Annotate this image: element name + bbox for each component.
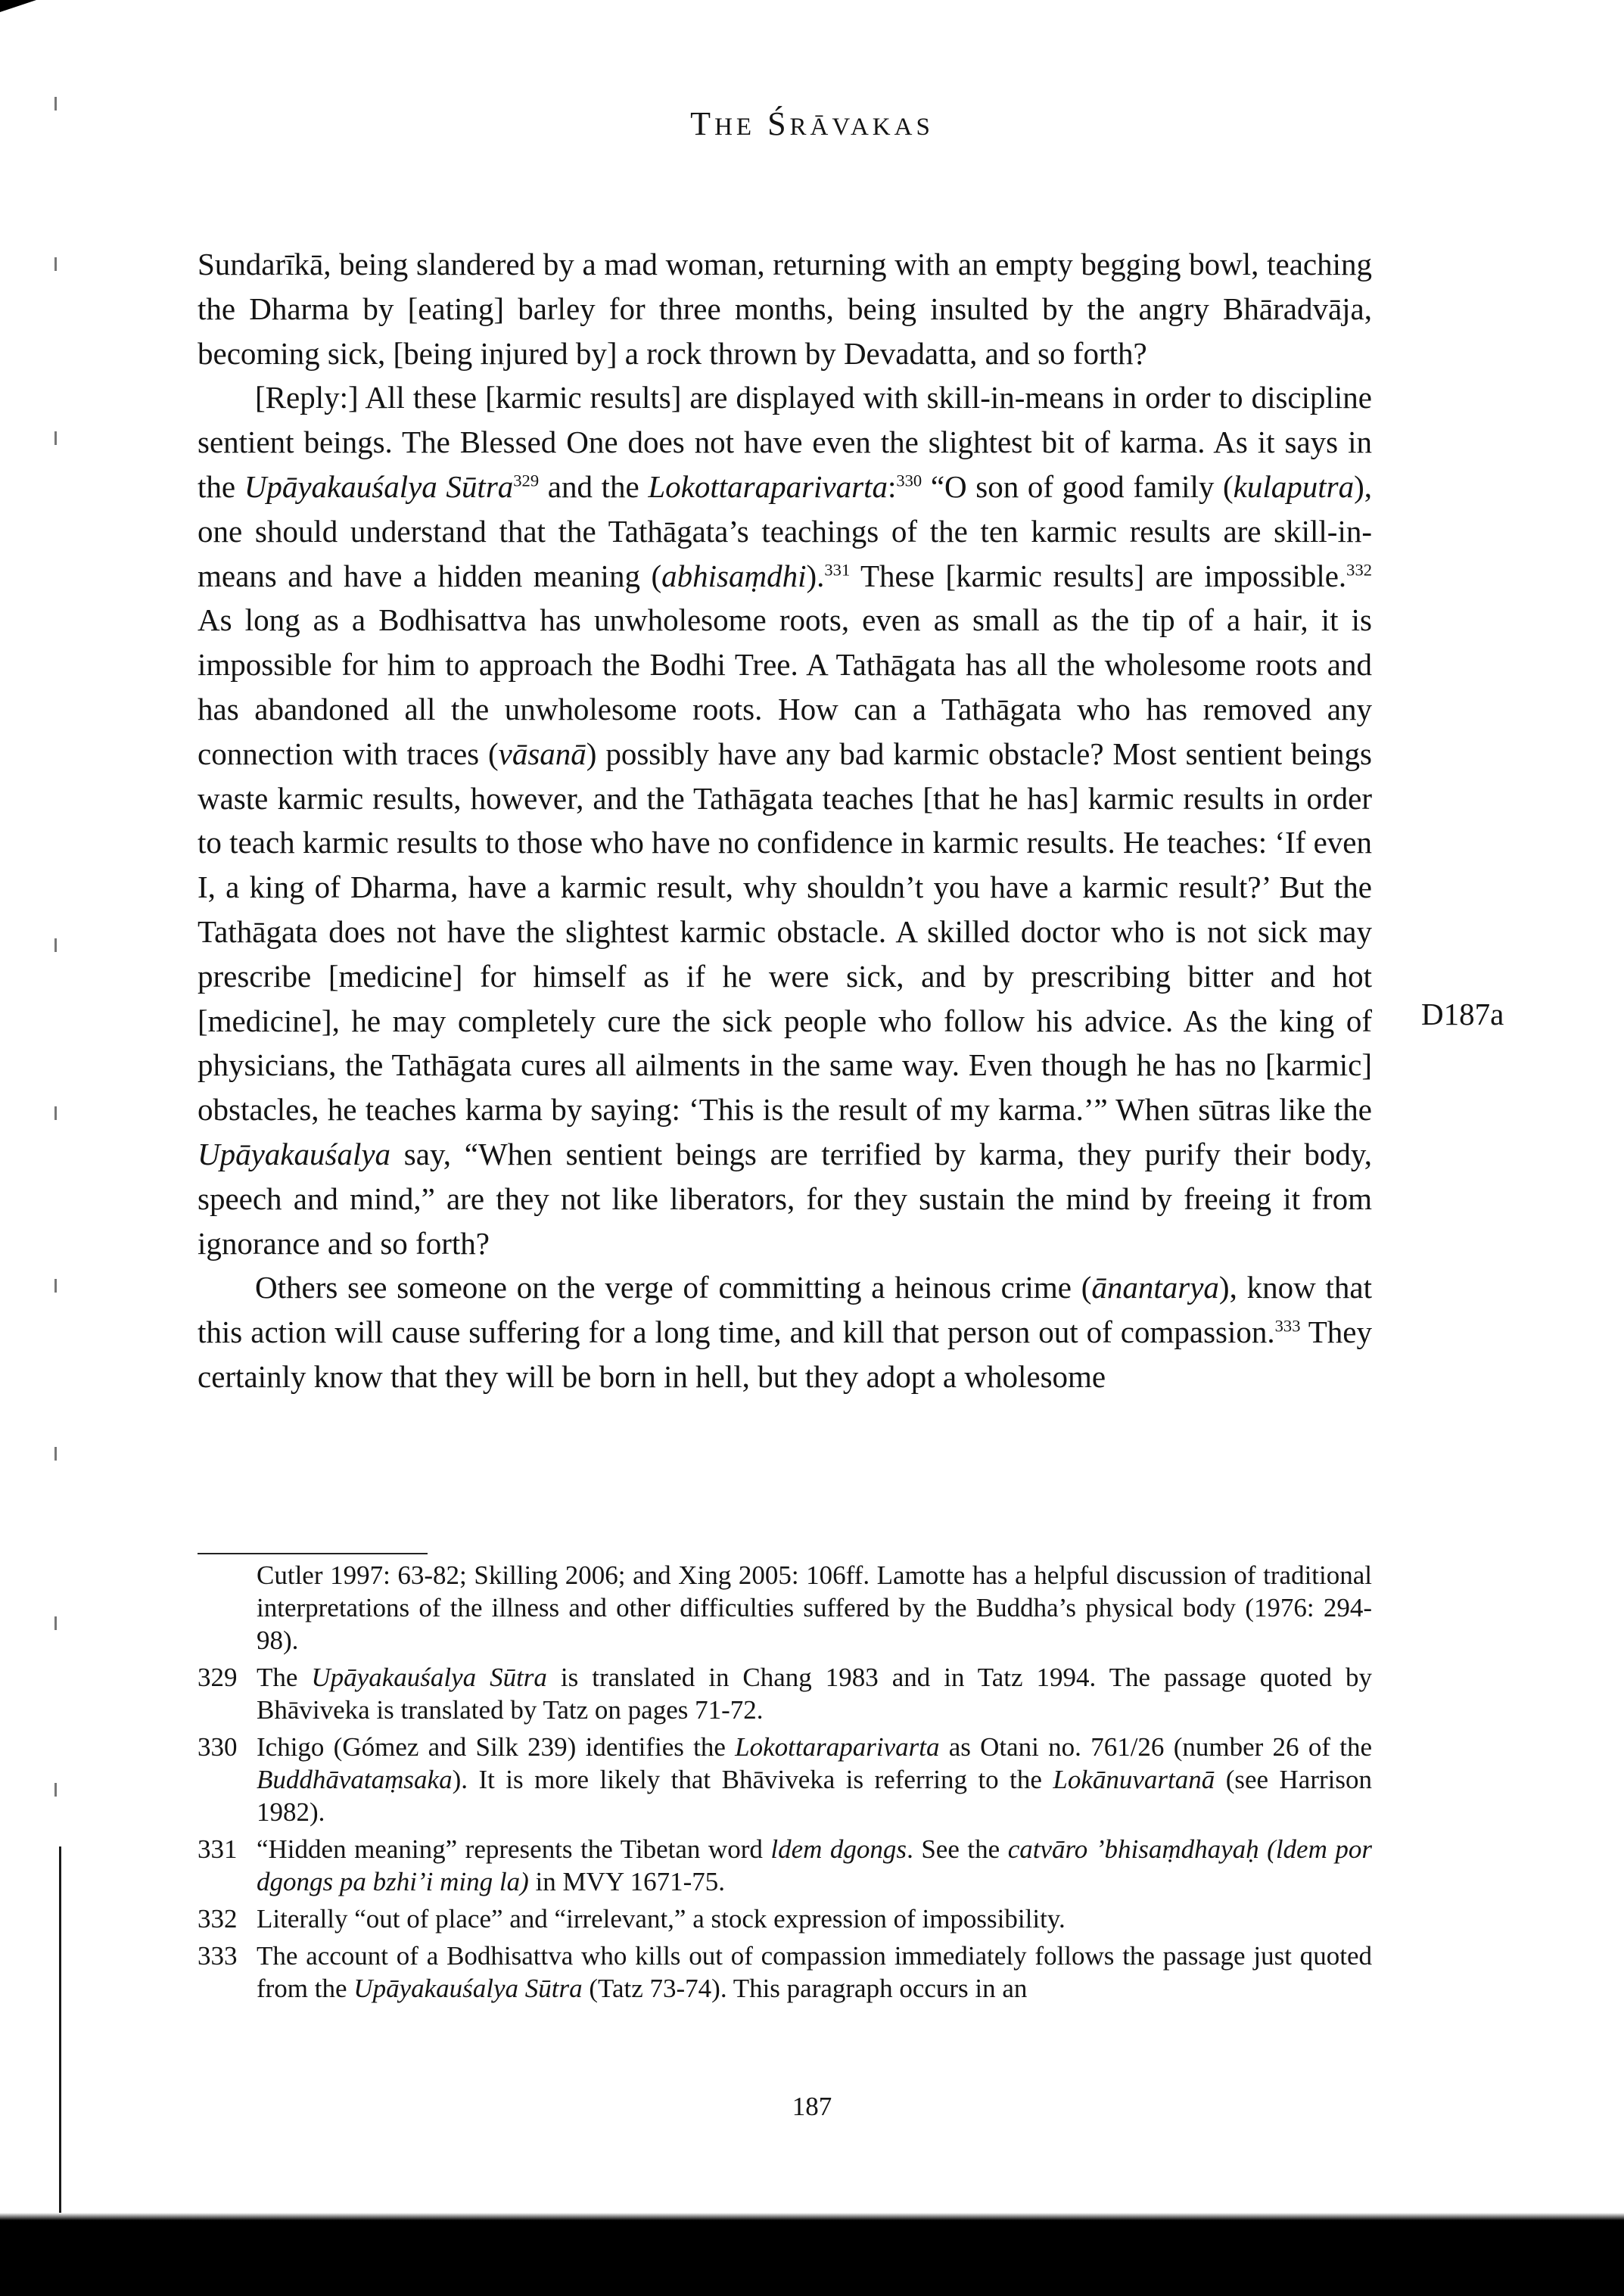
- text-run: As long as a Bodhisattva has unwholesome roots, even as small as the tip of a hair, it is impossible for him to approach the Bodhi Tree. A Tathāgata has all the wholesome roots and has abandoned all the unwholesome roots. How can a Tathāgata who has removed any connection with traces (: [198, 602, 1372, 771]
- footnote-text: [257, 1902, 1372, 1935]
- text-run: [Reply:] All these [karmic results] are displayed with skill-in-means in order to discipline sentient beings. The Blessed One does not have even the slightest bit of karma. As it says in the: [198, 380, 1372, 504]
- derge-folio-reference: D187a: [1421, 997, 1504, 1031]
- text-run: (see Harrison 1982).: [257, 1765, 1372, 1827]
- running-head: [0, 104, 1624, 143]
- main-text: [198, 242, 1372, 1399]
- footnote-332: [198, 1902, 1372, 1935]
- paragraph: [198, 375, 1372, 1265]
- gutter-mark: [54, 938, 57, 952]
- footnote-text: Cutler 1997: 63-82; Skilling 2006; and Xing 2005: 106ff. Lamotte has a helpful discussion of traditional interpretations of the illness and other difficulties suffered by the Buddha’s physical body (1976: 294-98).: [257, 1560, 1372, 1655]
- text-run: as Otani no. 761/26 (number 26 of the: [939, 1732, 1372, 1762]
- work-title: Upāyakauśalya Sūtra: [311, 1663, 547, 1692]
- footnote-continuation: [198, 1559, 1372, 1657]
- work-title: Upāyakauśalya Sūtra: [353, 1974, 583, 2003]
- text-run: The: [257, 1663, 312, 1692]
- work-title: Upāyakauśalya: [198, 1136, 391, 1171]
- text-run: say, “When sentient beings are terrified by karma, they purify their body, speech and mind,” are they not like liberators, for they sustain the mind by freeing it from ignorance and so forth?: [198, 1136, 1372, 1261]
- sanskrit-term: catvāro ’bhisaṃdhayaḥ (ldem por dgongs pa bzhi’i ming la): [257, 1834, 1372, 1896]
- text-run: :: [887, 468, 897, 504]
- sanskrit-term: ānantarya: [1091, 1270, 1219, 1305]
- footnote-number: 329: [198, 1663, 238, 1692]
- scan-corner-mark: [0, 0, 36, 12]
- page-number: 187: [792, 2092, 832, 2121]
- footnote-number-spacer: [198, 1559, 257, 1657]
- text-run: These [karmic results] are impossible.: [850, 558, 1347, 593]
- running-head-smallcaps: RĀVAKAS: [789, 114, 934, 141]
- text-run: (Tatz 73-74). This paragraph occurs in an: [582, 1974, 1028, 2003]
- footnote-number: 332: [198, 1904, 238, 1934]
- text-run: The account of a Bodhisattva who kills out of compassion immediately follows the passage just quoted from the: [257, 1941, 1372, 2003]
- scan-bottom-band: [0, 2220, 1624, 2296]
- paragraph: [198, 242, 1372, 375]
- text-run: ).: [806, 558, 825, 593]
- text-run: Sundarīkā, being slandered by a mad woman, returning with an empty begging bowl, teaching the Dharma by [eating] barley for three months, being insulted by the angry Bhāradvāja, becoming sick, [being injured by] a rock thrown by Devadatta, and so forth?: [198, 247, 1372, 371]
- text-run: ) possibly have any bad karmic obstacle? Most sentient beings waste karmic results, however, and the Tathāgata teaches [that he has] karmic results in order to teach karmic results to those who have no confidence in karmic results. He teaches: ‘If even I, a king of Dharma, have a karmic result, why shouldn’t you have a karmic result?’ But the Tathāgata does not have the slightest karmic obstacle. A skilled doctor who is not sick may prescribe [medicine] for himself as if he were sick, and by prescribing bitter and hot [medicine], he may completely cure the sick people who follow his advice. As the king of physicians, the Tathāgata cures all ailments in the same way. Even though he has no [karmic] obstacles, he teaches karma by saying: ‘This is the result of my karma.’” When sūtras like the: [198, 736, 1373, 1128]
- text-run: . See the: [907, 1834, 1008, 1864]
- text-run: and the: [539, 468, 649, 504]
- text-run: ), one should understand that the Tathāgata’s teachings of the ten karmic results are skill-in-means and have a hidden meaning (: [198, 468, 1372, 593]
- gutter-mark: [54, 1447, 57, 1461]
- footnote-333: [198, 1940, 1372, 2005]
- running-head-smallcaps: HE: [714, 114, 756, 141]
- work-title: Lokottaraparivarta: [648, 468, 888, 504]
- work-title: Lokottaraparivarta: [735, 1732, 940, 1762]
- text-run: “O son of good family (: [922, 468, 1234, 504]
- footnote-ref: 332: [1346, 559, 1372, 579]
- text-run: in MVY 1671-75.: [528, 1867, 725, 1896]
- footnote-text: [257, 1661, 1372, 1726]
- text-run: Literally “out of place” and “irrelevant,” a stock expression of impossibility.: [257, 1904, 1066, 1934]
- footnote-number: 330: [198, 1732, 238, 1762]
- text-run: is translated in Chang 1983 and in Tatz 1994. The passage quoted by Bhāviveka is translated by Tatz on pages 71-72.: [257, 1663, 1372, 1725]
- footnote-330: [198, 1731, 1372, 1828]
- sanskrit-term: vāsanā: [498, 736, 586, 771]
- footnote-ref: 333: [1274, 1316, 1301, 1336]
- footnote-text: [257, 1833, 1372, 1898]
- sanskrit-term: abhisaṃdhi: [661, 558, 807, 593]
- text-run: ). It is more likely that Bhāviveka is referring to the: [452, 1765, 1053, 1794]
- work-title: Lokānuvartanā: [1053, 1765, 1215, 1794]
- running-head-initial: Ś: [767, 105, 790, 142]
- footnote-text: [257, 1731, 1372, 1828]
- footnote-ref: 330: [896, 471, 922, 490]
- page-spine-shadow: [59, 1846, 61, 2220]
- gutter-mark: [54, 257, 57, 271]
- text-run: Others see someone on the verge of committing a heinous crime (: [255, 1270, 1092, 1305]
- footnote-number: 333: [198, 1941, 238, 1971]
- text-run: Ichigo (Gómez and Silk 239) identifies the: [257, 1732, 736, 1762]
- footnote-text: [257, 1940, 1372, 2005]
- text-run: “Hidden meaning” represents the Tibetan word: [257, 1834, 771, 1864]
- paragraph: [198, 1265, 1372, 1398]
- text-run: ), know that this action will cause suffering for a long time, and kill that person out of compassion.: [198, 1270, 1372, 1350]
- footnotes: [198, 1559, 1372, 2009]
- tibetan-term: ldem dgongs: [770, 1834, 907, 1864]
- scan-bottom-edge: [0, 2213, 1624, 2220]
- footnote-number: 331: [198, 1834, 238, 1864]
- sanskrit-term: kulaputra: [1233, 468, 1355, 504]
- running-head-initial: T: [690, 105, 715, 142]
- work-title: Buddhāvataṃsaka: [257, 1765, 453, 1794]
- footnote-331: [198, 1833, 1372, 1898]
- gutter-mark: [54, 1279, 57, 1293]
- footnote-329: [198, 1661, 1372, 1726]
- text-run: They certainly know that they will be born in hell, but they adopt a wholesome: [198, 1314, 1372, 1394]
- gutter-mark: [54, 1783, 57, 1797]
- gutter-mark: [54, 1616, 57, 1630]
- gutter-mark: [54, 431, 57, 445]
- work-title: Upāyakauśalya Sūtra: [244, 468, 514, 504]
- footnote-rule: [198, 1553, 428, 1554]
- footnote-ref: 329: [513, 471, 540, 490]
- footnote-ref: 331: [824, 559, 851, 579]
- gutter-mark: [54, 1106, 57, 1120]
